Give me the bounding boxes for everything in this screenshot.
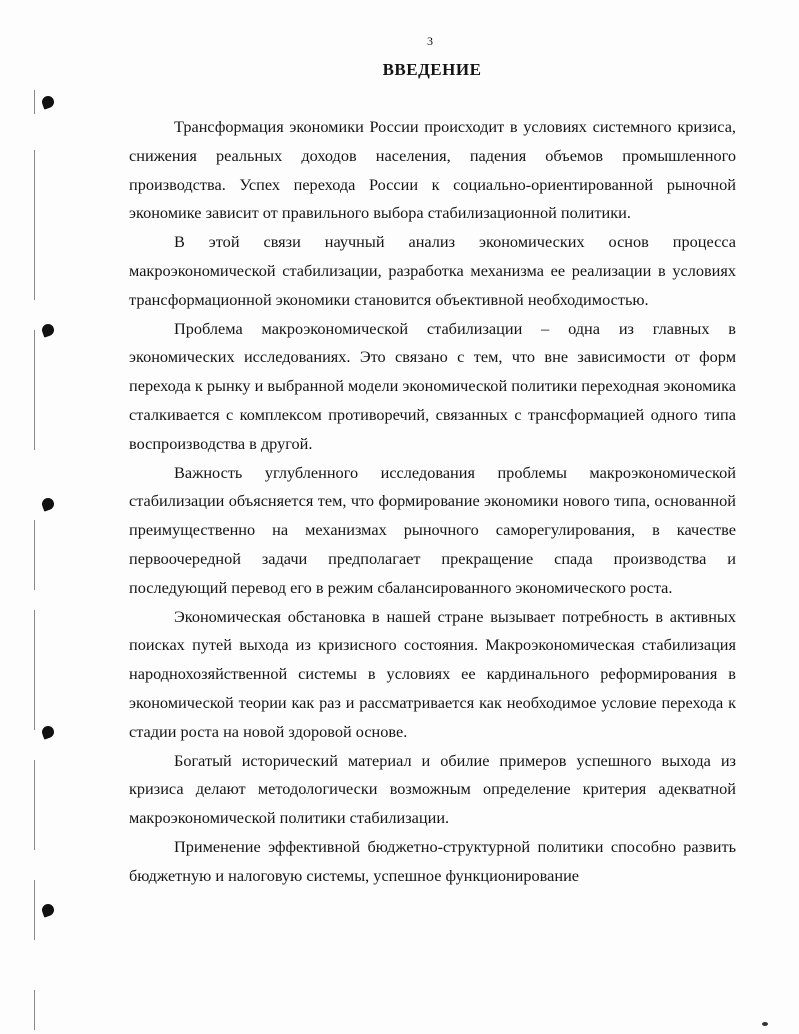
body-text [129, 113, 736, 891]
left-margin-line [34, 990, 35, 1030]
paragraph: Важность углубленного исследования проблемы макроэкономической стабилизации объясняется тем, что формирование экономики нового типа, основанной преимущественно на механизмах рыночного саморегулирования, в качестве первоочередной задачи предполагает прекращение спада производства и последующий перевод его в режим сбалансированного экономического роста. [129, 462, 736, 597]
page-title: ВВЕДЕНИЕ [382, 60, 482, 79]
left-margin-line [34, 90, 35, 114]
paragraph: Экономическая обстановка в нашей стране вызывает потребность в активных поисках путей выхода из кризисного состояния. Макроэкономическая стабилизация народнохозяйственной системы в условиях ее кардинального реформирования в экономической теории как раз и рассматривается как необходимое условие перехода к стадии роста на новой здоровой основе. [129, 606, 736, 741]
binding-hole-mark [40, 724, 55, 739]
binding-hole-mark [40, 94, 55, 109]
left-margin-line [34, 520, 35, 590]
binding-hole-mark [40, 496, 55, 511]
paragraph: Проблема макроэкономической стабилизации – одна из главных в экономических исследованиях. Это связано с тем, что вне зависимости от форм перехода к рынку и выбранной модели экономической политики переходная экономика сталкивается с комплексом противоречий, связанных с трансформацией одного типа воспроизводства в другой. [129, 318, 736, 453]
left-margin-line [34, 150, 35, 300]
binding-hole-mark [40, 322, 55, 337]
left-margin-line [34, 610, 35, 730]
paragraph: В этой связи научный анализ экономических основ процесса макроэкономической стабилизации, разработка механизма ее реализации в условиях трансформационной экономики становится объективной необходимостью. [129, 232, 736, 309]
scan-speck [762, 1022, 768, 1026]
left-margin-line [34, 880, 35, 940]
paragraph: Применение эффективной бюджетно-структурной политики способно развить бюджетную и налоговую системы, успешное функционирование [129, 836, 736, 885]
left-margin-line [34, 760, 35, 850]
left-margin-line [34, 330, 35, 450]
page-number: 3 [427, 34, 433, 48]
binding-hole-mark [40, 902, 55, 917]
paragraph: Богатый исторический материал и обилие примеров успешного выхода из кризиса делают методологически возможным определение критерия адекватной макроэкономической политики стабилизации. [129, 750, 736, 828]
paragraph: Трансформация экономики России происходит в условиях системного кризиса, снижения реальных доходов населения, падения объемов промышленного производства. Успех перехода России к социально-ориентированной рыночной экономике зависит от правильного выбора стабилизационной политики. [129, 117, 736, 223]
